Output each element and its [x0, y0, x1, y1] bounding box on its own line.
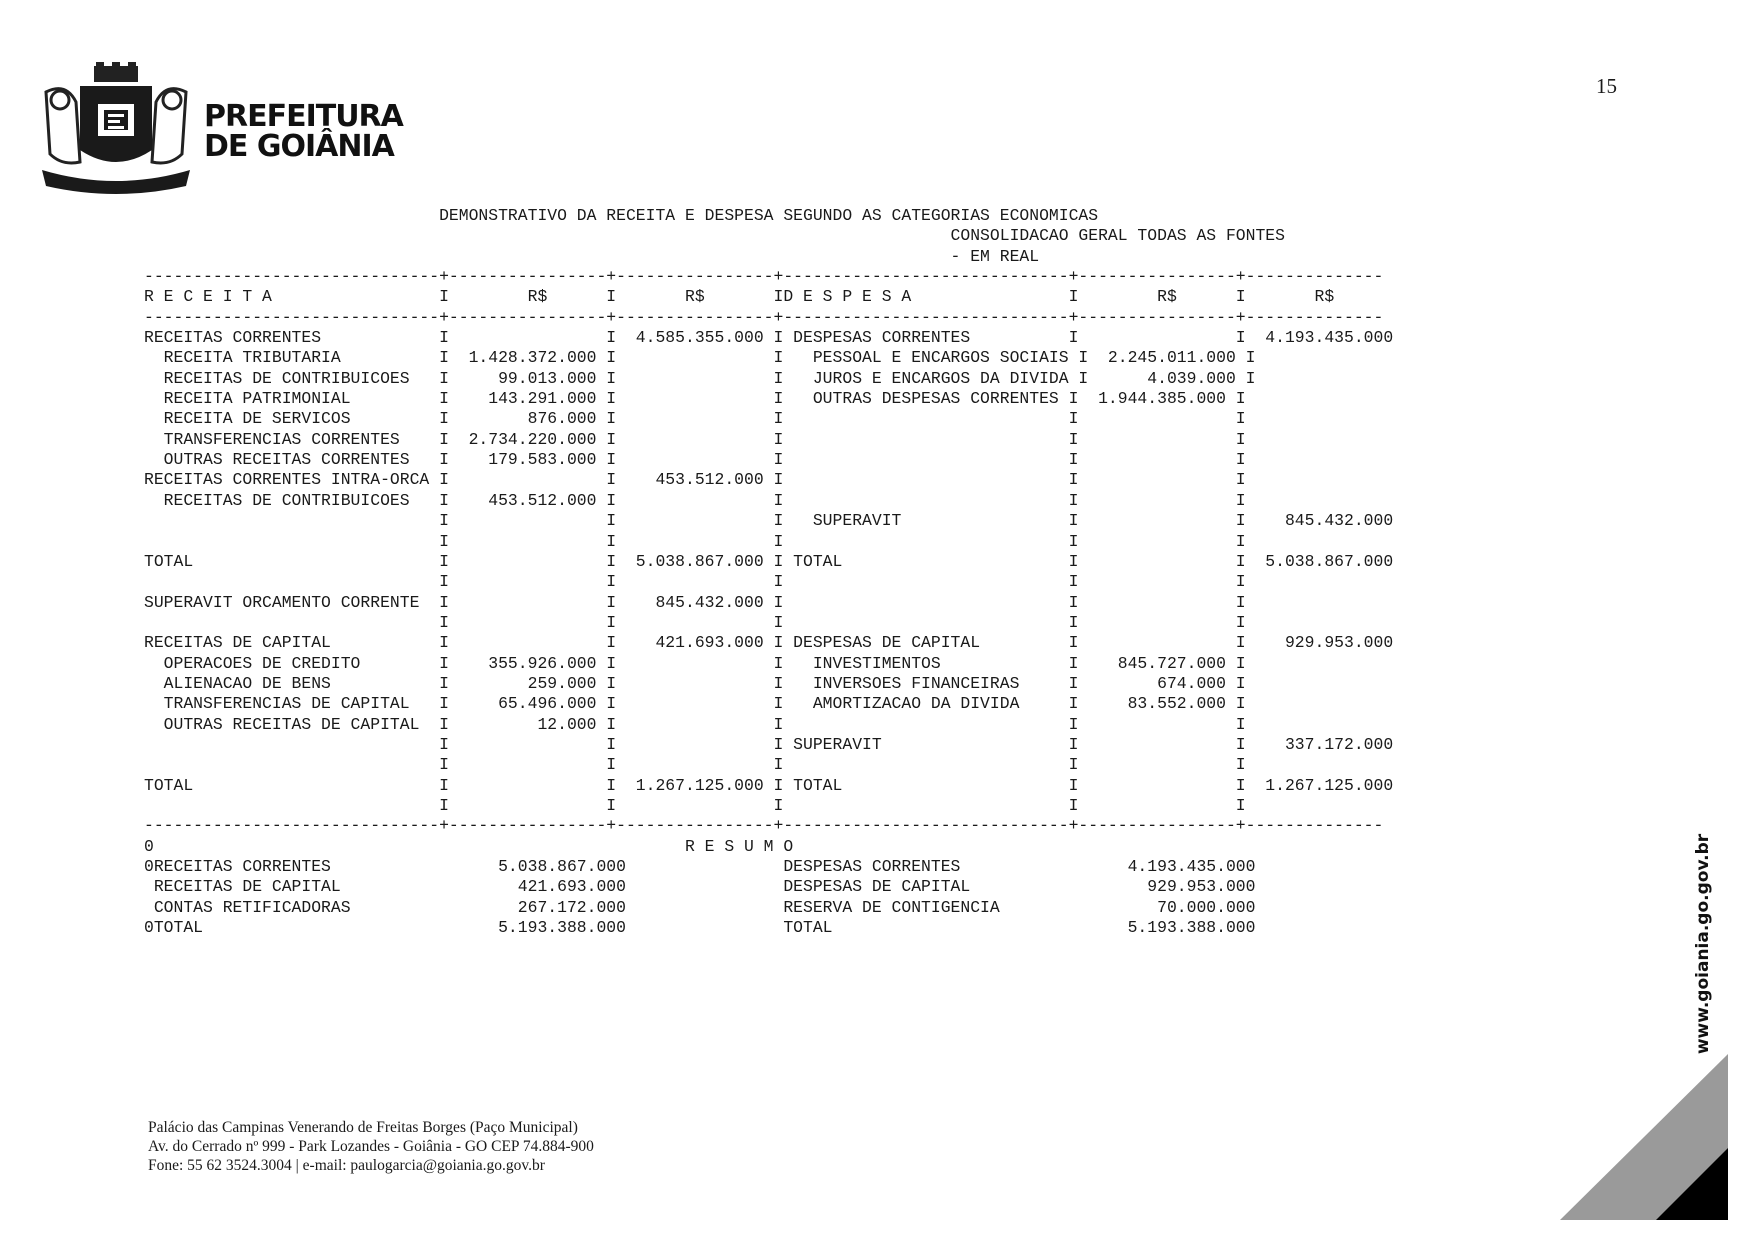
report-line: I I I I I [144, 612, 1246, 632]
report-line: CONTAS RETIFICADORAS 267.172.000 RESERVA DE CONTIGENCIA 70.000.000 [144, 897, 1256, 917]
report-line: ------------------------------+----------------+----------------+-----------------------------+----------------+-------------- [144, 816, 1384, 836]
report-line: TRANSFERENCIAS DE CAPITAL I 65.496.000 I I AMORTIZACAO DA DIVIDA I 83.552.000 I [144, 694, 1246, 714]
report-line: TOTAL I I 5.038.867.000 I TOTAL I I 5.038.867.000 [144, 551, 1394, 571]
report-line: OPERACOES DE CREDITO I 355.926.000 I I INVESTIMENTOS I 845.727.000 I [144, 653, 1246, 673]
economic-categories-report [144, 206, 1393, 938]
report-line: ------------------------------+----------------+----------------+-----------------------------+----------------+-------------- [144, 267, 1384, 287]
report-line: CONSOLIDACAO GERAL TODAS AS FONTES [144, 226, 1285, 246]
report-line: I I I I I [144, 531, 1246, 551]
report-line: RECEITAS CORRENTES I I 4.585.355.000 I DESPESAS CORRENTES I I 4.193.435.000 [144, 328, 1394, 348]
footer-line-1: Palácio das Campinas Venerando de Freitas Borges (Paço Municipal) [148, 1119, 578, 1136]
page-number: 15 [1596, 74, 1617, 98]
coat-of-arms-icon [36, 62, 196, 198]
report-line: TRANSFERENCIAS CORRENTES I 2.734.220.000 I I I I [144, 429, 1246, 449]
report-line: 0RECEITAS CORRENTES 5.038.867.000 DESPESAS CORRENTES 4.193.435.000 [144, 857, 1256, 876]
report-line: RECEITAS DE CAPITAL 421.693.000 DESPESAS DE CAPITAL 929.953.000 [144, 877, 1256, 897]
report-line: I I I SUPERAVIT I I 845.432.000 [144, 511, 1394, 531]
report-line: I I I I I [144, 755, 1246, 775]
report-line: DEMONSTRATIVO DA RECEITA E DESPESA SEGUNDO AS CATEGORIAS ECONOMICAS [144, 206, 1099, 225]
site-url: www.goiania.go.gov.br [1693, 833, 1713, 1055]
report-line: OUTRAS RECEITAS DE CAPITAL I 12.000 I I I I [144, 714, 1246, 734]
city-logo [36, 62, 406, 198]
brand-line-2: DE GOIÂNIA [204, 129, 394, 164]
brand-name [204, 99, 403, 164]
footer-address [148, 1118, 594, 1175]
report-line: RECEITAS CORRENTES INTRA-ORCA I I 453.512.000 I I I [144, 470, 1246, 490]
brand-line-1: PREFEITURA [204, 99, 403, 134]
report-line: I I I I I [144, 572, 1246, 592]
report-line: I I I SUPERAVIT I I 337.172.000 [144, 734, 1394, 754]
report-line: R E C E I T A I R$ I R$ ID E S P E S A I R$ I R$ [144, 287, 1335, 307]
footer-line-2: Av. do Cerrado nº 999 - Park Lozandes - Goiânia - GO CEP 74.884-900 [148, 1138, 594, 1155]
report-line: RECEITA TRIBUTARIA I 1.428.372.000 I I PESSOAL E ENCARGOS SOCIAIS I 2.245.011.000 I [144, 348, 1256, 368]
report-line: RECEITAS DE CAPITAL I I 421.693.000 I DESPESAS DE CAPITAL I I 929.953.000 [144, 633, 1394, 653]
report-line: OUTRAS RECEITAS CORRENTES I 179.583.000 I I I I [144, 450, 1246, 470]
report-line: 0TOTAL 5.193.388.000 TOTAL 5.193.388.000 [144, 918, 1256, 938]
footer-line-3: Fone: 55 62 3524.3004 | e-mail: paulogarcia@goiania.go.gov.br [148, 1157, 545, 1174]
report-line: RECEITA PATRIMONIAL I 143.291.000 I I OUTRAS DESPESAS CORRENTES I 1.944.385.000 I [144, 389, 1246, 409]
corner-decoration [1560, 1054, 1728, 1220]
report-line: RECEITAS DE CONTRIBUICOES I 99.013.000 I I JUROS E ENCARGOS DA DIVIDA I 4.039.000 I [144, 368, 1256, 388]
report-line: I I I I I [144, 795, 1246, 815]
report-line: SUPERAVIT ORCAMENTO CORRENTE I I 845.432.000 I I I [144, 592, 1246, 612]
report-line: ALIENACAO DE BENS I 259.000 I I INVERSOES FINANCEIRAS I 674.000 I [144, 673, 1246, 693]
report-line: ------------------------------+----------------+----------------+-----------------------------+----------------+-------------- [144, 307, 1384, 327]
report-line: RECEITA DE SERVICOS I 876.000 I I I I [144, 409, 1246, 429]
site-url-vertical [1688, 833, 1718, 1055]
report-line: TOTAL I I 1.267.125.000 I TOTAL I I 1.267.125.000 [144, 775, 1394, 795]
report-line: - EM REAL [144, 246, 1040, 266]
report-line: 0 R E S U M O [144, 836, 794, 856]
report-line: RECEITAS DE CONTRIBUICOES I 453.512.000 I I I I [144, 490, 1246, 510]
